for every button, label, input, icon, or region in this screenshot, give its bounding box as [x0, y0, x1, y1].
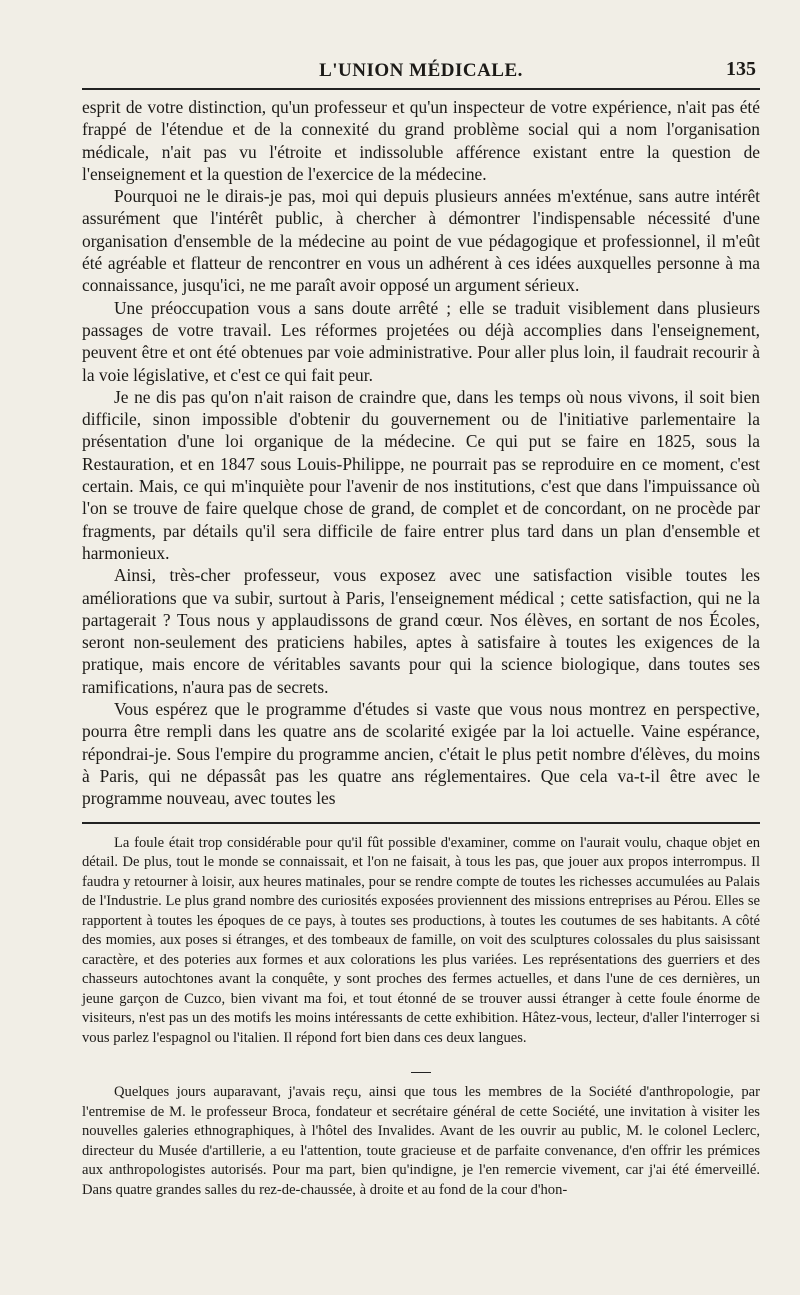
notes-section	[82, 834, 760, 1201]
paragraph: Une préoccupation vous a sans doute arrêté ; elle se traduit visiblement dans plusieurs passages de votre travail. Les réformes projetées ou déjà accomplies dans l'enseignement, peuvent être et ont été obtenues par voie administrative. Pour aller plus loin, il faudrait recourir à la voie législative, et c'est ce qui fait peur.	[82, 297, 760, 385]
note-paragraph: Quelques jours auparavant, j'avais reçu, ainsi que tous les membres de la Société d'anthropologie, par l'entremise de M. le professeur Broca, fondateur et secrétaire général de cette Société, une invitation à visiter les nouvelles galeries ethnographiques, à l'hôtel des Invalides. Avant de les ouvrir au public, M. le colonel Leclerc, directeur du Musée d'artillerie, a eu l'attention, toute gracieuse et de parfaite convenance, d'en offrir les prémices aux anthropologistes autorisés. Pour ma part, bien qu'indigne, je l'en remercie vivement, car j'ai été émerveillé. Dans quatre grandes salles du rez-de-chaussée, à droite et au fond de la cour d'hon-	[82, 1084, 760, 1198]
paragraph: esprit de votre distinction, qu'un professeur et qu'un inspecteur de votre expérience, n'ait pas été frappé de l'étendue et de la connexité du grand problème social qui a nom l'organisation médicale, n'ait pas vu l'étroite et indissoluble afférence existant entre la question de l'enseignement et la question de l'exercice de la médecine.	[82, 97, 760, 184]
paragraph: Pourquoi ne le dirais-je pas, moi qui depuis plusieurs années m'exténue, sans autre intérêt assurément que l'intérêt public, à chercher à démontrer l'indispensable nécessité d'une organisation d'ensemble de la médecine au point de vue pédagogique et professionnel, il m'eût été agréable et flatteur de rencontrer en vous un adhérent à ces idées auxquelles personne à ma connaissance, jusqu'ici, ne me paraît avoir opposé un argument sérieux.	[82, 186, 760, 296]
paragraph: Ainsi, très-cher professeur, vous exposez avec une satisfaction visible toutes les améliorations que va subir, surtout à Paris, l'enseignement médical ; cette satisfaction, qui ne la partagerait ? Tous nous y applaudissons de grand cœur. Nos élèves, en sortant de nos Écoles, seront non-seulement des praticiens habiles, aptes à satisfaire à toutes les exigences de la pratique, mais encore de véritables savants pour qui la science biologique, dans toutes ses ramifications, n'aura pas de secrets.	[82, 565, 760, 697]
header-rule	[82, 88, 760, 90]
notes-rule	[82, 822, 760, 824]
main-text	[82, 96, 760, 810]
paragraph: Vous espérez que le programme d'études si vaste que vous nous montrez en perspective, pourra être rempli dans les quatre ans de scolarité exigée par la loi actuelle. Vaine espérance, répondrai-je. Sous l'empire du programme ancien, c'était le plus petit nombre d'élèves, du moins à Paris, qui ne dépassât pas les quatre ans réglementaires. Que cela va-t-il être avec le programme nouveau, avec toutes les	[82, 699, 760, 809]
page-number: 135	[726, 58, 756, 80]
paragraph: Je ne dis pas qu'on n'ait raison de craindre que, dans les temps où nous vivons, il soit bien difficile, sinon impossible d'obtenir du gouvernement ou de l'initiative parlementaire la présentation d'une loi organique de la médecine. Ce qui put se faire en 1825, sous la Restauration, et en 1847 sous Louis-Philippe, ne pourrait pas se reproduire en ce moment, c'est certain. Mais, ce qui m'inquiète pour l'avenir de nos institutions, c'est que dans l'impuissance où l'on se trouve de faire quelque chose de grand, de complet et de concordant, on ne procède par fragments, par détails qu'il sera difficile de faire entrer plus tard dans un plan d'ensemble et harmonieux.	[82, 386, 760, 563]
page-header	[82, 52, 760, 84]
running-title: L'UNION MÉDICALE.	[319, 60, 523, 81]
note-separator	[411, 1072, 431, 1073]
note-paragraph: La foule était trop considérable pour qu'il fût possible d'examiner, comme on l'aurait voulu, chaque objet en détail. De plus, tout le monde se connaissait, et l'on ne faisait, à tous les pas, que jouer aux propos interrompus. Il faudra y retourner à loisir, aux heures matinales, pour se rendre compte de toutes les richesses accumulées au Palais de l'Industrie. Le plus grand nombre des curiosités exposées proviennent des missions entreprises au Pérou. Elles se rapportent à toutes les époques de ce pays, à toutes ses productions, à toutes les coutumes de ses habitants. A côté des momies, aux poses si étranges, et des tombeaux de famille, on voit des sculptures colossales du plus saisissant caractère, et des poteries aux formes et aux colorations les plus variées. Les représentations des guerriers et des chasseurs autochtones avant la conquête, y sont proches des fermes actuelles, et dans l'une de ces dernières, un jeune garçon de Cuzco, bien vivant ma foi, et tout étonné de se trouver aussi étranger à cette foule énorme de visiteurs, n'est pas un des motifs les moins intéressants de cette exhibition. Hâtez-vous, lecteur, d'aller l'interroger si vous parlez l'espagnol ou l'italien. Il répond fort bien dans ces deux langues.	[82, 834, 760, 1046]
